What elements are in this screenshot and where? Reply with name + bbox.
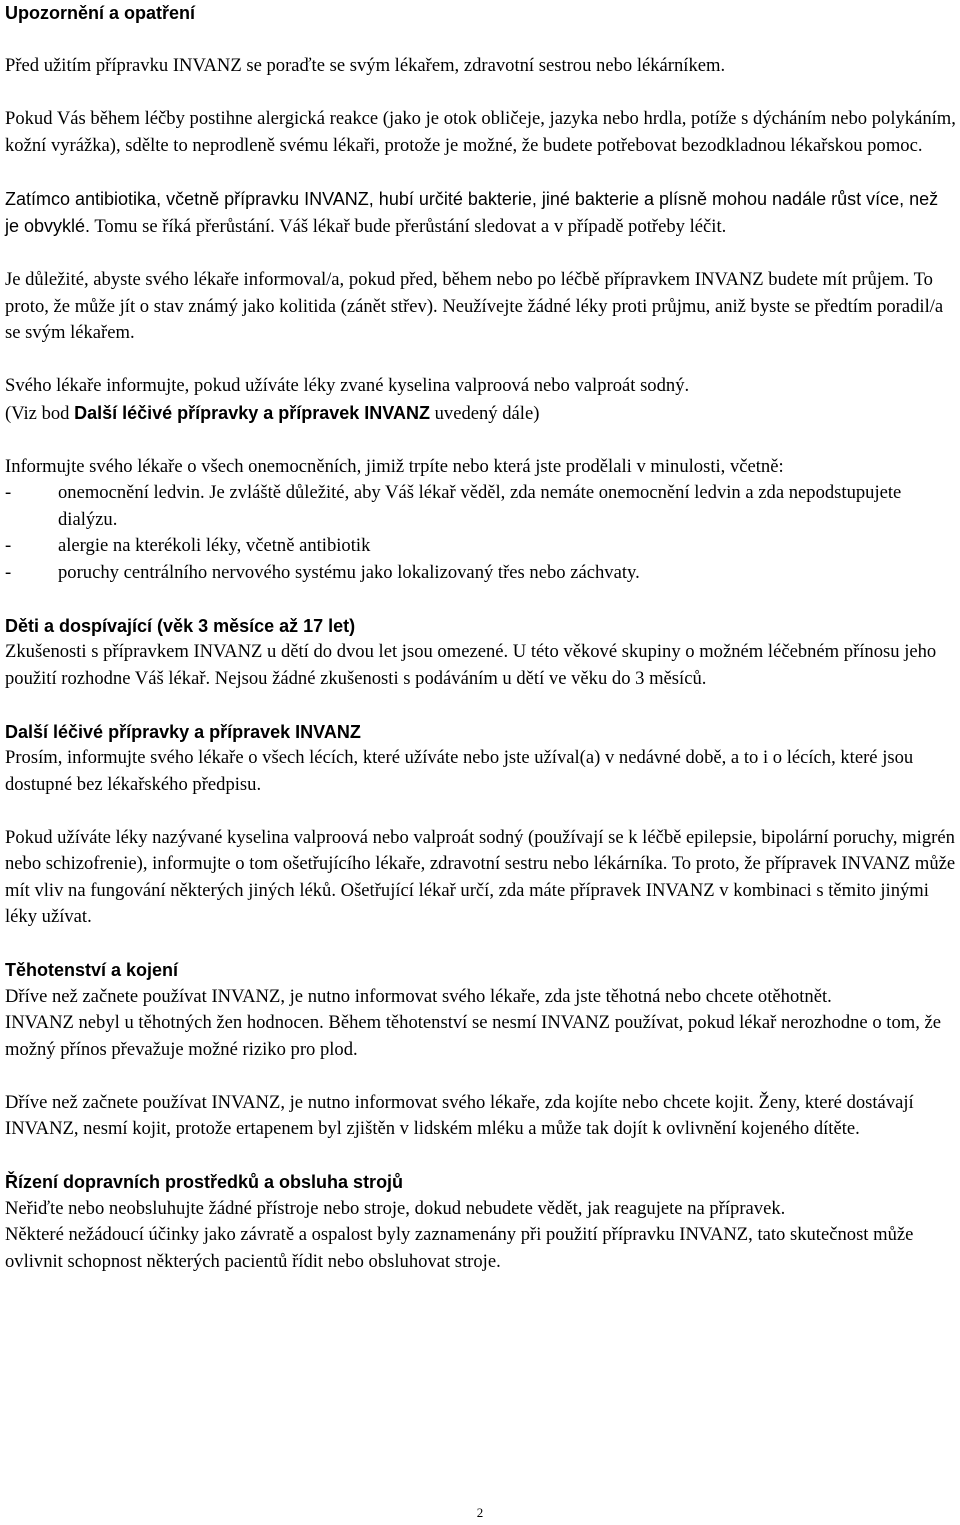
dash-marker: - xyxy=(5,561,12,583)
paragraph-children: Zkušenosti s přípravkem INVANZ u dětí do dvou let jsou omezené. U této věkové skupiny o možném léčebném přínosu jeho použití rozhodne Váš lékař. Nejsou žádné zkušenosti s podáváním u dětí ve věku do 3 měsíců. xyxy=(5,641,937,689)
heading-other-medicines: Další léčivé přípravky a přípravek INVANZ xyxy=(5,721,361,742)
paragraph-valproic-note: Svého lékaře informujte, pokud užíváte léky zvané kyselina valproová nebo valproát sodný. xyxy=(5,375,690,396)
paragraph-intro: Před užitím přípravku INVANZ se poraďte se svým lékařem, zdravotní sestrou nebo lékárníkem. xyxy=(5,55,726,76)
list-item-text: alergie na kterékoli léky, včetně antibiotik xyxy=(58,535,371,556)
list-item xyxy=(5,533,957,560)
paragraph-driving-2: Některé nežádoucí účinky jako závratě a ospalost byly zaznamenány při použití přípravku INVANZ, tato skutečnost může ovlivnit schopnost některých pacientů řídit nebo obsluhovat stroje. xyxy=(5,1224,914,1272)
paragraph-diarrhea: Je důležité, abyste svého lékaře informoval/a, pokud před, během nebo po léčbě přípravkem INVANZ budete mít průjem. To proto, že může jít o stav známý jako kolitida (zánět střev). Neužívejte žádné léky proti průjmu, aniž byste se předtím poradil/a se svým lékařem. xyxy=(5,269,944,343)
valproic-ref-prefix: (Viz bod xyxy=(5,402,75,424)
list-item-text: onemocnění ledvin. xyxy=(58,482,205,503)
heading-children: Děti a dospívající (věk 3 měsíce až 17 let) xyxy=(5,615,356,636)
paragraph-allergy: Pokud Vás během léčby postihne alergická reakce (jako je otok obličeje, jazyka nebo hrdla, potíže s dýcháním nebo polykáním, kožní vyrážka), sdělte to neprodleně svému lékaři, protože je možné, že budete potřebovat bezodkladnou lékařskou pomoc. xyxy=(5,108,956,156)
heading-pregnancy: Těhotenství a kojení xyxy=(5,960,179,980)
heading-driving: Řízení dopravních prostředků a obsluha strojů xyxy=(5,1172,404,1192)
paragraph-pregnancy-1: Dříve než začnete používat INVANZ, je nutno informovat svého lékaře, zda jste těhotná nebo chcete otěhotnět. xyxy=(5,985,832,1007)
page-number: 2 xyxy=(476,1505,484,1520)
paragraph-overgrowth xyxy=(5,186,957,241)
paragraph-inform: Informujte svého lékaře o všech onemocněních, jimiž trpíte nebo která jste prodělali v minulosti, včetně: xyxy=(5,455,784,477)
list-item-text: Je zvláště důležité, aby Váš lékař věděl, zda nemáte onemocnění ledvin a zda nepodstupujete dialýzu. xyxy=(58,482,902,530)
conditions-list xyxy=(5,480,957,586)
paragraph-valproic-ref xyxy=(5,400,957,428)
paragraph-driving-1: Neřiďte nebo neobsluhujte žádné přístroje nebo stroje, dokud nebudete vědět, jak reagujete na přípravek. xyxy=(5,1197,786,1219)
dash-marker: - xyxy=(5,482,12,503)
list-item xyxy=(5,560,957,587)
list-item-text: poruchy centrálního nervového systému jako lokalizovaný třes nebo záchvaty. xyxy=(58,561,640,583)
overgrowth-text-c: Váš lékař bude přerůstání sledovat a v případě potřeby léčit. xyxy=(274,216,727,237)
paragraph-valproic-detail: Pokud užíváte léky nazývané kyselina valproová nebo valproát sodný (používají se k léčbě epilepsie, bipolární poruchy, migrén nebo schizofrenie), informujte o tom ošetřujícího lékaře, zdravotní sestru nebo lékárníka. To proto, že přípravek INVANZ může mít vliv na fungování některých jiných léků. Ošetřující lékař určí, zda máte přípravek INVANZ v kombinaci s těmito jinými léky užívat. xyxy=(5,826,956,927)
list-item xyxy=(5,480,957,533)
document-page xyxy=(5,0,957,1275)
paragraph-other-medicines: Prosím, informujte svého lékaře o všech lécích, které užíváte nebo jste užíval(a) v nedávné době, a to i o lécích, které jsou dostupné bez lékařského předpisu. xyxy=(5,747,914,795)
dash-marker: - xyxy=(5,535,12,556)
paragraph-breastfeeding: Dříve než začnete používat INVANZ, je nutno informovat svého lékaře, zda kojíte nebo chcete kojit. Ženy, které dostávají INVANZ, nesmí kojit, protože ertapenem byl zjištěn v lidském mléku a může tak dojít k ovlivnění kojeného dítěte. xyxy=(5,1091,914,1139)
heading-warnings: Upozornění a opatření xyxy=(5,3,196,23)
overgrowth-text-b: Tomu se říká přerůstání. xyxy=(90,216,275,237)
overgrowth-text-a: Zatímco antibiotika, včetně přípravku INVANZ, hubí určité bakterie, jiné bakterie a plísně mohou nadále růst více, než je obvyklé. xyxy=(5,188,939,236)
paragraph-pregnancy-2: INVANZ nebyl u těhotných žen hodnocen. Během těhotenství se nesmí INVANZ používat, pokud lékař nerozhodne o tom, že možný přínos převažuje možné riziko pro plod. xyxy=(5,1012,942,1060)
valproic-ref-section: Další léčivé přípravky a přípravek INVANZ xyxy=(74,402,430,423)
valproic-ref-suffix: uvedený dále) xyxy=(429,402,540,424)
